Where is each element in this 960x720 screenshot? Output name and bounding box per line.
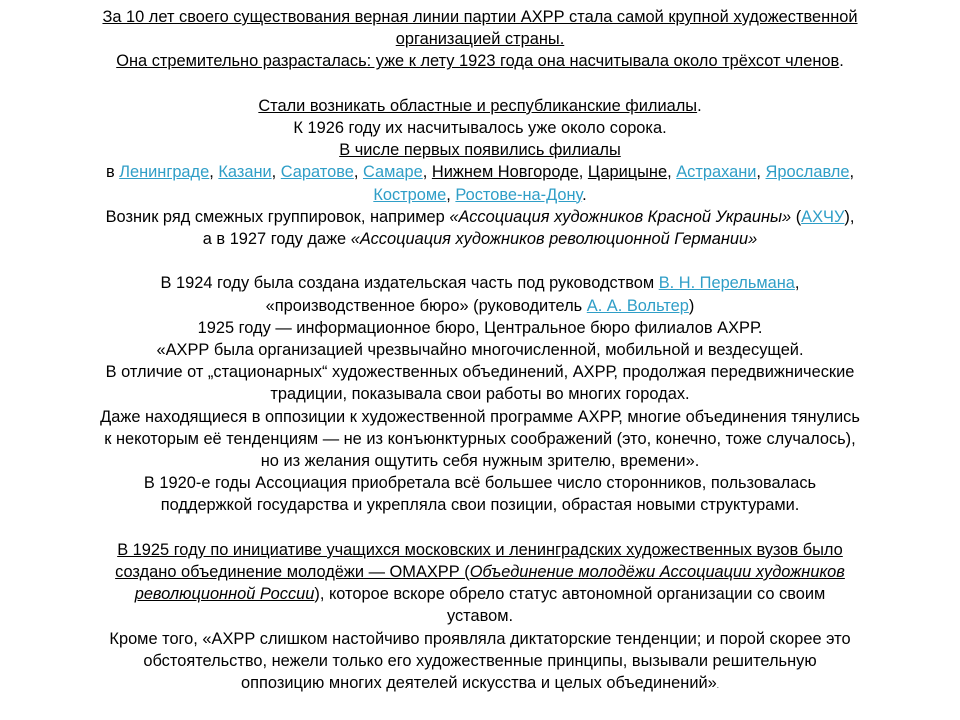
text-line: В числе первых появились филиалы	[339, 141, 621, 160]
text-fragment: Возник ряд смежных группировок, например	[105, 207, 450, 226]
link-kazan[interactable]: Казани	[218, 163, 272, 182]
text-line: В 1920-е годы Ассоциация приобретала всё большее число сторонников, пользовалась	[143, 474, 817, 493]
text-fragment: ),	[844, 207, 855, 226]
punctuation: ,	[353, 163, 363, 182]
text-line	[20, 95, 940, 117]
punctuation: .	[839, 52, 844, 71]
text-line	[20, 50, 940, 72]
paragraph-gap	[20, 517, 940, 539]
underlined-text: Царицыне	[587, 163, 668, 182]
text-line: поддержкой государства и укрепляла свои позиции, обрастая новыми структурами.	[160, 496, 800, 515]
text-line: «АХРР была организацией чрезвычайно многочисленной, мобильной и вездесущей.	[156, 341, 804, 360]
punctuation: ,	[446, 185, 456, 204]
link-achu[interactable]: АХЧУ	[801, 207, 845, 226]
text-line: В 1925 году по инициативе учащихся московских и ленинградских художественных вузов было	[117, 540, 843, 559]
text-line	[20, 583, 940, 605]
branch-cities-line	[20, 161, 940, 183]
paragraph-gap	[20, 250, 940, 272]
italic-title: «Ассоциация художников Красной Украины»	[449, 207, 792, 226]
text-fragment: ,	[794, 274, 800, 293]
link-astrakhan[interactable]: Астрахани	[676, 163, 757, 182]
text-line: но из желания ощутить себя нужным зрителю, времени».	[260, 452, 700, 471]
text-fragment: ), которое вскоре обрело статус автономной организации со своим	[314, 585, 826, 604]
link-perelman[interactable]: В. Н. Перельмана	[658, 274, 795, 293]
punctuation: .	[716, 681, 719, 691]
text-line: традиции, показывала свои работы во многих городах.	[270, 385, 690, 404]
punctuation: ,	[756, 163, 766, 182]
text-fragment: В 1924 году была создана издательская часть под руководством	[160, 274, 659, 293]
text-line: Кроме того, «АХРР слишком настойчиво проявляла диктаторские тенденции; и порой скорее это	[109, 629, 851, 648]
text-line	[20, 295, 940, 317]
text-line: За 10 лет своего существования верная линии партии АХРР стала самой крупной художественной	[102, 8, 858, 26]
link-leningrad[interactable]: Ленинграде	[119, 163, 210, 182]
link-saratov[interactable]: Саратове	[280, 163, 354, 182]
text-line: Даже находящиеся в оппозиции к художественной программе АХРР, многие объединения тянулись	[100, 407, 860, 426]
text-line: организацией страны.	[395, 30, 565, 49]
text-fragment: (	[791, 207, 802, 226]
italic-title: «Ассоциация художников революционной Германии»	[350, 230, 758, 249]
text-line: обстоятельство, нежели только его художественные принципы, вызывали решительную	[143, 651, 817, 670]
paragraph-gap	[20, 73, 940, 95]
text-fragment: «производственное бюро» (руководитель	[265, 296, 587, 315]
punctuation: ,	[849, 163, 855, 182]
link-rostov[interactable]: Ростове-на-Дону	[455, 185, 583, 204]
text-line: к некоторым её тенденциям — не из конъюнктурных соображений (это, конечно, тоже случалось),	[104, 429, 856, 448]
underlined-text: Стали возникать областные и республиканские филиалы	[258, 96, 698, 115]
text-line	[20, 228, 940, 250]
punctuation: ,	[667, 163, 677, 182]
link-yaroslavl[interactable]: Ярославле	[765, 163, 850, 182]
text-fragment: оппозицию многих деятелей искусства и целых объединений»	[241, 674, 717, 693]
punctuation: ,	[209, 163, 219, 182]
text-fragment: а в 1927 году даже	[202, 230, 351, 249]
text-line: 1925 году — информационное бюро, Центральное бюро филиалов АХРР.	[197, 318, 763, 337]
italic-title: Объединение молодёжи Ассоциации художников	[469, 563, 845, 582]
text-fragment: создано объединение молодёжи — ОМАХРР (	[115, 563, 470, 582]
branch-cities-line	[20, 184, 940, 206]
slide-text-body	[20, 6, 940, 697]
text-line	[20, 272, 940, 294]
text-line	[20, 206, 940, 228]
text-line	[20, 672, 940, 697]
text-line: В отличие от „стационарных“ художественных объединений, АХРР, продолжая передвижнические	[105, 363, 855, 382]
text-line	[20, 561, 940, 583]
text-line: К 1926 году их насчитывалось уже около сорока.	[293, 119, 667, 137]
link-kostroma[interactable]: Костроме	[373, 185, 447, 204]
underlined-text: Нижнем Новгороде	[431, 163, 579, 182]
link-volter[interactable]: А. А. Вольтер	[586, 296, 689, 315]
punctuation: .	[697, 96, 702, 115]
punctuation: ,	[271, 163, 281, 182]
link-samara[interactable]: Самаре	[362, 163, 423, 182]
text-fragment: в	[105, 163, 120, 182]
punctuation: ,	[422, 163, 432, 182]
punctuation: .	[582, 185, 587, 204]
punctuation: ,	[578, 163, 588, 182]
text-line: уставом.	[446, 607, 514, 626]
italic-title: революционной России	[134, 585, 315, 604]
text-fragment: )	[688, 296, 695, 315]
underlined-text: Она стремительно разрасталась: уже к лету 1923 года она насчитывала около трёхсот членов	[116, 52, 840, 71]
